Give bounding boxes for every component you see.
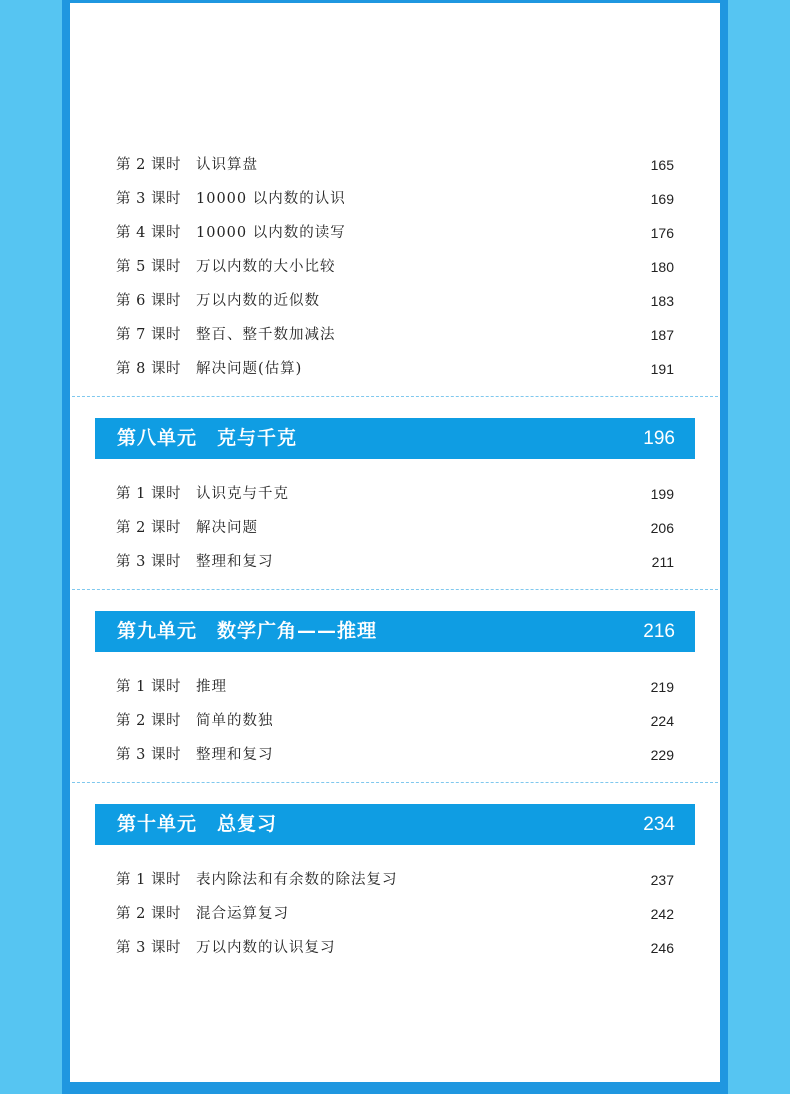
lesson-number: 第 7 课时 <box>116 327 181 343</box>
unit-page: 196 <box>643 428 675 449</box>
lesson-row[interactable] <box>116 324 676 346</box>
section-divider <box>72 782 718 783</box>
unit-title: 第九单元 数学广角——推理 <box>117 620 378 642</box>
lesson-page: 246 <box>650 940 674 956</box>
lesson-page: 219 <box>650 679 674 695</box>
lesson-number: 第 2 课时 <box>116 713 181 729</box>
lesson-number: 第 1 课时 <box>116 679 181 695</box>
lesson-title: 10000 以内数的认识 <box>196 191 346 207</box>
lesson-number: 第 2 课时 <box>116 520 181 536</box>
lesson-number: 第 3 课时 <box>116 191 181 207</box>
lesson-row[interactable] <box>116 710 676 732</box>
lesson-row[interactable] <box>116 256 676 278</box>
unit-header[interactable] <box>95 804 695 845</box>
lesson-number: 第 2 课时 <box>116 157 181 173</box>
lesson-page: 191 <box>650 361 674 377</box>
lesson-title: 认识算盘 <box>196 157 258 173</box>
lesson-title: 混合运算复习 <box>196 906 289 922</box>
lesson-row[interactable] <box>116 551 676 573</box>
lesson-page: 176 <box>650 225 674 241</box>
lesson-page: 180 <box>650 259 674 275</box>
lesson-page: 206 <box>650 520 674 536</box>
unit-header[interactable] <box>95 418 695 459</box>
unit-title: 第十单元 总复习 <box>117 813 278 835</box>
lesson-row[interactable] <box>116 483 676 505</box>
lesson-title: 整理和复习 <box>196 554 274 570</box>
lesson-title: 简单的数独 <box>196 713 274 729</box>
section-divider <box>72 589 718 590</box>
lesson-row[interactable] <box>116 222 676 244</box>
lesson-row[interactable] <box>116 937 676 959</box>
lesson-title: 万以内数的认识复习 <box>196 940 336 956</box>
lesson-number: 第 5 课时 <box>116 259 181 275</box>
lesson-title: 整理和复习 <box>196 747 274 763</box>
lesson-row[interactable] <box>116 869 676 891</box>
lesson-page: 183 <box>650 293 674 309</box>
lesson-title: 认识克与千克 <box>196 486 289 502</box>
lesson-number: 第 3 课时 <box>116 554 181 570</box>
lesson-number: 第 8 课时 <box>116 361 181 377</box>
lesson-row[interactable] <box>116 744 676 766</box>
lesson-title: 整百、整千数加减法 <box>196 327 336 343</box>
lesson-number: 第 4 课时 <box>116 225 181 241</box>
lesson-page: 187 <box>650 327 674 343</box>
lesson-number: 第 2 课时 <box>116 906 181 922</box>
lesson-row[interactable] <box>116 676 676 698</box>
lesson-page: 237 <box>650 872 674 888</box>
lesson-number: 第 1 课时 <box>116 486 181 502</box>
lesson-row[interactable] <box>116 903 676 925</box>
lesson-number: 第 3 课时 <box>116 940 181 956</box>
lesson-title: 10000 以内数的读写 <box>196 225 346 241</box>
lesson-title: 解决问题 <box>196 520 258 536</box>
lesson-page: 224 <box>650 713 674 729</box>
lesson-row[interactable] <box>116 188 676 210</box>
lesson-number: 第 6 课时 <box>116 293 181 309</box>
unit-title: 第八单元 克与千克 <box>117 427 298 449</box>
lesson-page: 165 <box>650 157 674 173</box>
lesson-page: 229 <box>650 747 674 763</box>
lesson-row[interactable] <box>116 154 676 176</box>
section-divider <box>72 396 718 397</box>
lesson-title: 推理 <box>196 679 227 695</box>
unit-page: 234 <box>643 814 675 835</box>
unit-page: 216 <box>643 621 675 642</box>
lesson-page: 242 <box>650 906 674 922</box>
lesson-row[interactable] <box>116 517 676 539</box>
lesson-page: 169 <box>650 191 674 207</box>
lesson-title: 万以内数的近似数 <box>196 293 320 309</box>
unit-header[interactable] <box>95 611 695 652</box>
lesson-number: 第 1 课时 <box>116 872 181 888</box>
lesson-title: 万以内数的大小比较 <box>196 259 336 275</box>
lesson-title: 表内除法和有余数的除法复习 <box>196 872 398 888</box>
lesson-row[interactable] <box>116 290 676 312</box>
lesson-number: 第 3 课时 <box>116 747 181 763</box>
lesson-page: 199 <box>650 486 674 502</box>
lesson-row[interactable] <box>116 358 676 380</box>
lesson-title: 解决问题(估算) <box>196 361 303 377</box>
lesson-page: 211 <box>651 554 674 570</box>
